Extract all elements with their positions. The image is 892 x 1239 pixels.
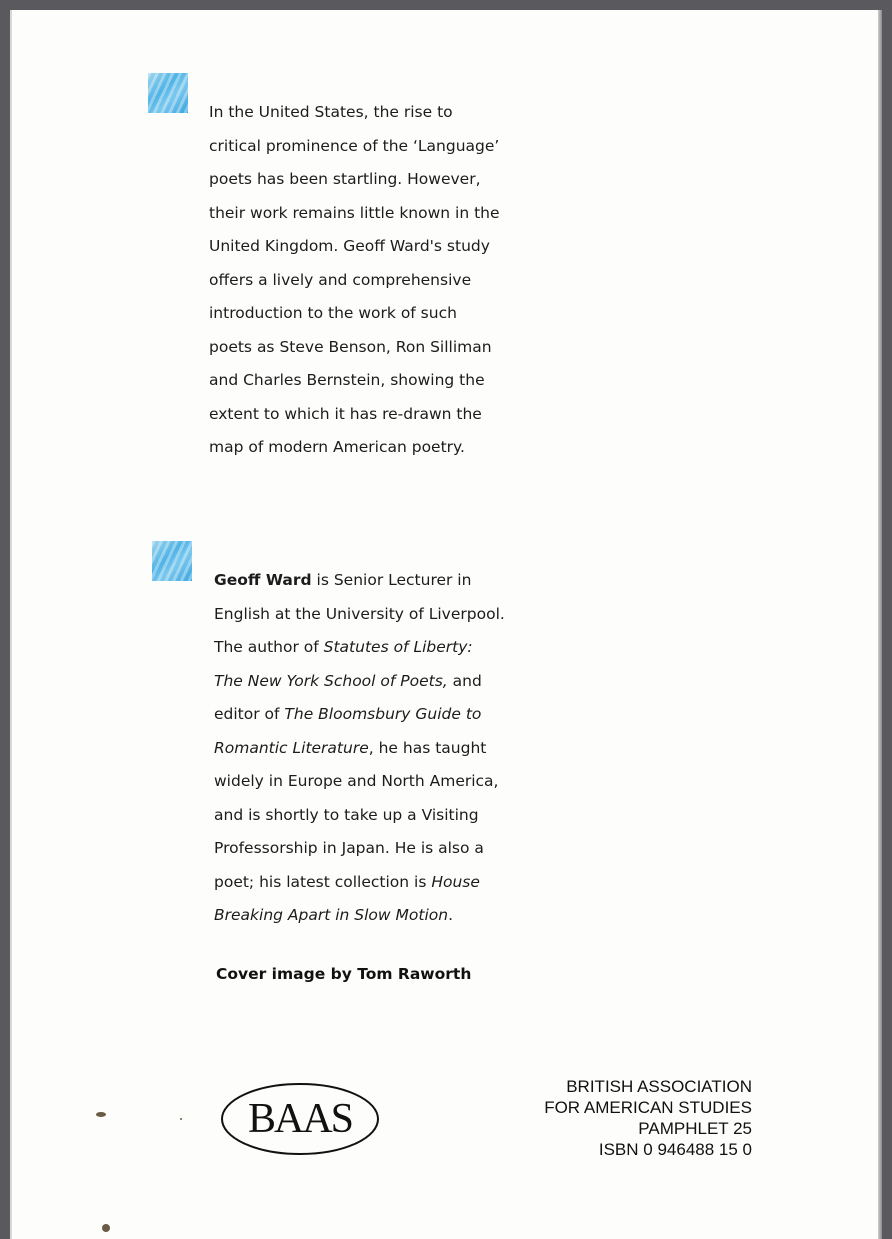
blurb-line: poets has been startling. However, — [209, 170, 481, 188]
blurb-line: and Charles Bernstein, showing the — [209, 371, 485, 389]
paper-speck — [180, 1118, 182, 1120]
blurb-line: In the United States, the rise to — [209, 103, 453, 121]
isbn: ISBN 0 946488 15 0 — [598, 1140, 752, 1159]
blurb-line: critical prominence of the ‘Language’ — [209, 136, 500, 155]
bio-line — [214, 564, 544, 598]
author-name: Geoff Ward — [214, 571, 312, 589]
back-cover-page — [10, 10, 878, 1239]
bio-text: . — [448, 906, 454, 924]
paper-speck — [96, 1112, 106, 1117]
bio-line — [214, 899, 544, 933]
book-title: Romantic Literature — [214, 738, 369, 757]
book-title: Breaking Apart in Slow Motion — [214, 906, 449, 924]
bio-line — [214, 866, 544, 900]
blue-square-bullet-icon — [152, 541, 192, 581]
bio-text: poet; his latest collection is — [214, 872, 432, 891]
bio-line — [214, 631, 544, 665]
blurb-line: United Kingdom. Geoff Ward's study — [209, 237, 490, 255]
blurb-line: their work remains little known in the — [209, 203, 500, 222]
publisher-line: BRITISH ASSOCIATION — [566, 1077, 752, 1096]
blurb-line: map of modern American poetry. — [209, 438, 465, 456]
bio-line: Professorship in Japan. He is also a — [214, 839, 484, 857]
bio-line — [214, 732, 544, 766]
book-title: The Bloomsbury Guide to — [284, 705, 482, 723]
publisher-line: FOR AMERICAN STUDIES — [544, 1098, 752, 1117]
book-title: House — [431, 872, 480, 891]
paper-speck — [102, 1224, 110, 1232]
bio-text: editor of — [214, 705, 285, 723]
cover-image-credit: Cover image by Tom Raworth — [216, 965, 472, 983]
bio-line: English at the University of Liverpool. — [214, 604, 505, 623]
bio-text: and — [447, 671, 482, 690]
book-title: Statutes of Liberty: — [323, 638, 473, 656]
blurb-line: offers a lively and comprehensive — [209, 270, 472, 289]
page-edge — [878, 10, 882, 1239]
bio-line — [214, 698, 544, 732]
bio-text: , he has taught — [368, 738, 487, 757]
publisher-info — [544, 1076, 752, 1160]
logo-text: BAAS — [247, 1096, 353, 1142]
baas-oval-logo — [220, 1081, 380, 1157]
blurb-line: introduction to the work of such — [209, 304, 457, 322]
bio-text: The author of — [214, 638, 324, 656]
book-title: The New York School of Poets, — [214, 671, 448, 690]
bio-line — [214, 665, 544, 699]
blue-square-bullet-icon — [148, 73, 188, 113]
blurb-line: poets as Steve Benson, Ron Silliman — [209, 337, 492, 356]
bio-text: is Senior Lecturer in — [311, 571, 472, 589]
blurb-line: extent to which it has re-drawn the — [209, 404, 482, 423]
blurb-paragraph — [209, 96, 539, 465]
bio-line: and is shortly to take up a Visiting — [214, 805, 479, 824]
bio-line: widely in Europe and North America, — [214, 772, 499, 790]
author-bio-paragraph — [214, 564, 544, 933]
pamphlet-number: PAMPHLET 25 — [638, 1119, 752, 1138]
